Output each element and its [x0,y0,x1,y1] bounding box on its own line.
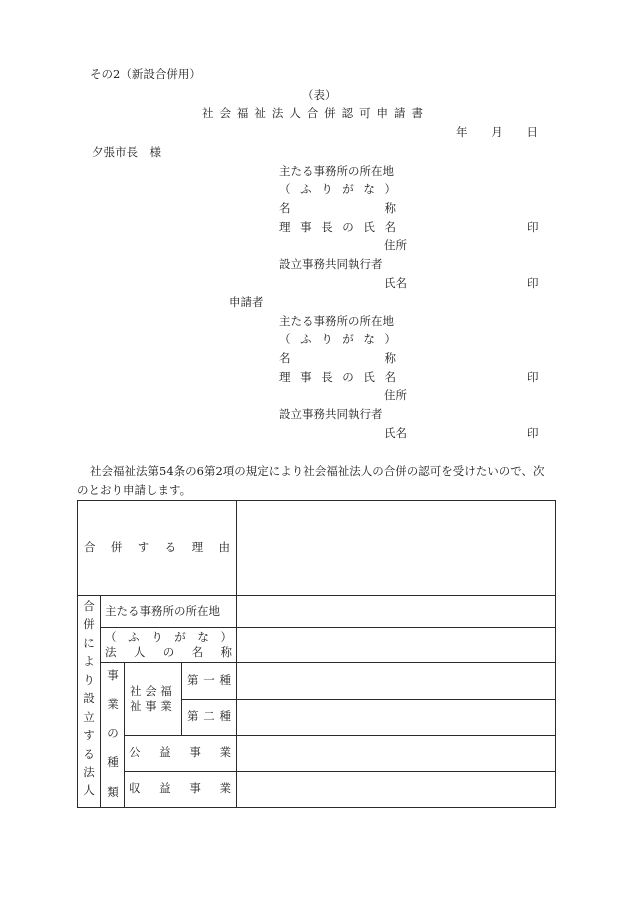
glyph: 月 [491,125,503,139]
furigana-label [279,334,396,346]
glyph: ふ [300,182,312,196]
person-name-label: 氏名 [384,426,407,440]
addressee: 夕張市長 様 [92,145,161,159]
new-corporation-vertical-label [80,601,98,797]
glyph: の [107,726,119,741]
joint-founder-label: 設立事務共同執行者 [279,257,383,271]
corporation-name-label [279,203,396,215]
joint-founder-label: 設立事務共同執行者 [279,407,383,421]
glyph: 称 [384,201,396,215]
merger-reason-label [84,542,230,554]
glyph: 第 [187,709,199,723]
glyph: る [164,540,177,554]
application-statement-line-2: のとおり申請します。 [77,483,192,497]
glyph: り [321,182,333,196]
chairman-name-label [279,372,396,384]
glyph: 福 [236,106,249,120]
glyph: 名 [384,370,396,384]
glyph: （ [105,630,117,644]
glyph: ） [384,332,396,346]
glyph: の [342,220,354,234]
glyph: 長 [321,370,333,384]
merger-reason-value[interactable] [238,502,554,594]
type-one-value[interactable] [238,664,554,698]
glyph: 合 [83,599,95,613]
glyph: 法 [271,106,284,120]
address-label: 住所 [384,388,407,402]
profit-business-value[interactable] [238,773,554,806]
glyph: 種 [219,673,231,687]
chairman-name-label [279,222,396,234]
office-location-label: 主たる事務所の所在地 [279,164,394,178]
glyph: 併 [324,106,336,120]
glyph: 書 [411,106,423,120]
glyph: す [137,540,150,554]
glyph: 併 [83,617,95,632]
glyph: 併 [110,540,123,554]
corporation-name-value[interactable] [238,629,554,661]
glyph: 可 [359,106,371,120]
address-label: 住所 [384,238,407,252]
glyph: 公 [129,745,141,759]
glyph: 益 [159,781,171,795]
seal-mark: 印 [527,426,539,440]
public-interest-business-label [129,747,231,759]
glyph: 称 [384,351,396,365]
glyph: 類 [107,784,119,799]
glyph: 長 [321,220,333,234]
person-name-label: 氏名 [384,276,407,290]
document-title [202,108,423,120]
glyph: 日 [526,125,538,139]
glyph: 社 [202,106,214,120]
public-interest-business-value[interactable] [238,737,554,770]
glyph: ふ [128,630,140,644]
glyph: が [342,182,354,196]
glyph: 事 [189,781,201,795]
glyph: 合 [306,106,319,120]
glyph: 人 [83,783,95,798]
glyph: 名 [191,645,204,659]
glyph: 理 [279,220,291,234]
form-variant-label: その2（新設合併用） [90,67,201,81]
office-location-label: 主たる事務所の所在地 [105,604,220,618]
business-type-vertical-label [104,670,122,798]
glyph: 氏 [363,220,375,234]
glyph: 名 [279,201,291,215]
date-field [456,127,538,139]
glyph: 事 [189,745,201,759]
glyph: 名 [279,351,291,365]
type-two-label [187,711,231,723]
glyph: り [151,630,163,644]
glyph: の [162,645,175,659]
type-two-value[interactable] [238,701,554,734]
application-statement-line-1: 社会福祉法第54条の6第2項の規定により社会福祉法人の合併の認可を受けたいので、次 [90,464,545,478]
glyph: よ [83,654,95,669]
glyph: 業 [219,781,231,795]
glyph: 請 [393,106,406,120]
glyph: り [321,332,333,346]
glyph: ふ [300,332,312,346]
glyph: に [83,635,95,650]
social-welfare-business-label: 社 会 福 祉 事 業 [130,684,172,713]
glyph: 法 [83,764,95,779]
glyph: す [83,728,95,743]
glyph: 二 [203,709,215,723]
front-side-label: （表） [302,88,337,102]
glyph: な [363,332,375,346]
glyph: が [174,630,186,644]
glyph: ） [384,182,396,196]
glyph: る [83,746,95,761]
glyph: 名 [384,220,396,234]
glyph: の [342,370,354,384]
glyph: 収 [129,781,141,795]
glyph: 合 [84,540,96,554]
glyph: 業 [107,697,119,712]
glyph: （ [279,332,291,346]
glyph: り [83,672,95,687]
glyph: 設 [83,691,95,706]
glyph: 種 [219,709,231,723]
glyph: 申 [376,106,389,120]
corporation-name-label [279,353,396,365]
glyph: 法 [105,645,117,659]
glyph: 益 [159,745,171,759]
glyph: 理 [279,370,291,384]
glyph: 一 [203,673,215,687]
type-one-label [187,675,231,687]
glyph: 称 [220,645,232,659]
furigana-label [279,184,396,196]
glyph: 祉 [254,106,266,120]
corporation-name-label [105,647,232,659]
seal-mark: 印 [527,220,539,234]
glyph: 第 [187,673,199,687]
profit-business-label [129,783,231,795]
office-location-label: 主たる事務所の所在地 [279,314,394,328]
glyph: が [342,332,354,346]
glyph: 氏 [363,370,375,384]
seal-mark: 印 [527,370,539,384]
glyph: 認 [341,106,354,120]
seal-mark: 印 [527,276,539,290]
glyph: ） [220,630,232,644]
glyph: 理 [191,540,204,554]
glyph: な [197,630,209,644]
glyph: 人 [133,645,146,659]
glyph: 業 [219,745,231,759]
glyph: 事 [107,668,119,682]
glyph: 人 [289,106,301,120]
office-location-value[interactable] [238,597,554,626]
glyph: （ [279,182,291,196]
glyph: 由 [218,540,230,554]
glyph: 事 [300,370,312,384]
glyph: 会 [219,106,231,120]
glyph: 事 [300,220,312,234]
applicant-label: 申請者 [229,295,264,309]
glyph: な [363,182,375,196]
glyph: 種 [107,755,119,770]
furigana-label [105,632,232,644]
glyph: 立 [83,709,95,724]
glyph: 年 [456,125,468,139]
